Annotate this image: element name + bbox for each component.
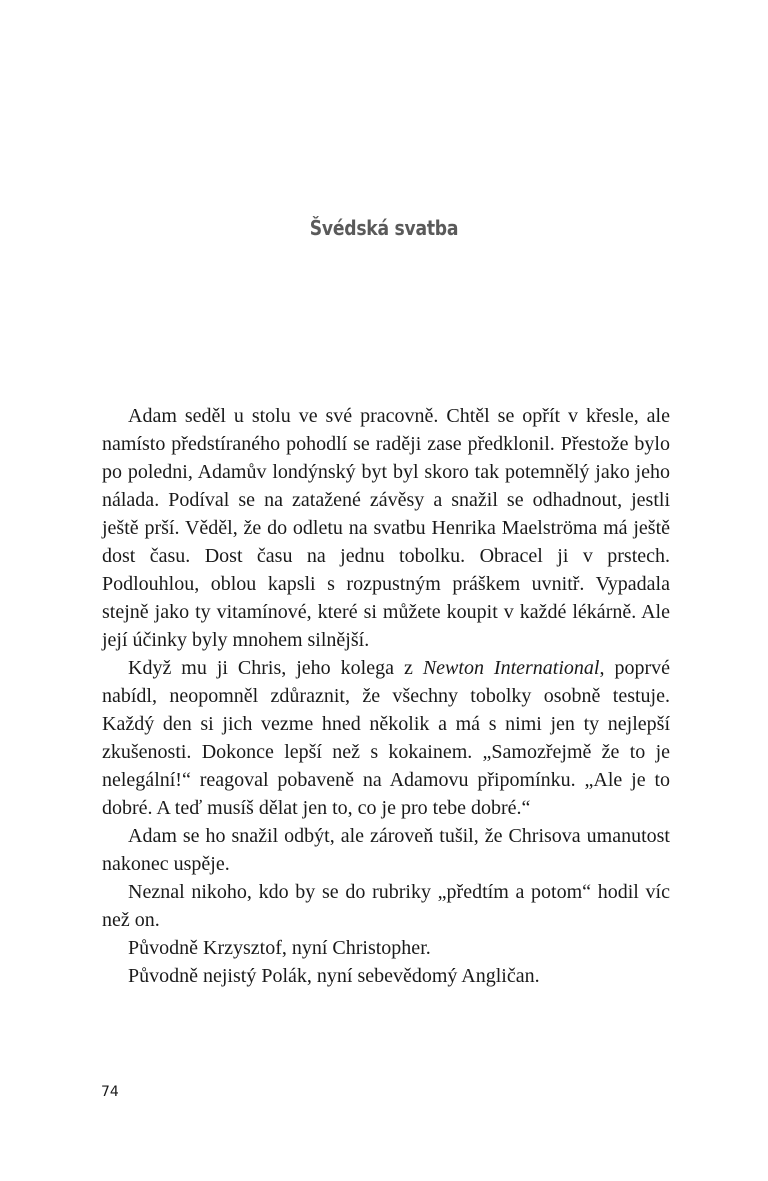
- paragraph-5: Původně Krzysztof, nyní Christopher.: [128, 937, 431, 959]
- paragraph-6: Původně nejistý Polák, nyní sebevědomý Angličan.: [128, 965, 540, 987]
- paragraph-3: Adam se ho snažil odbýt, ale zároveň tušil, že Chrisova umanutost nakonec uspěje.: [102, 825, 670, 875]
- paragraph-1: Adam seděl u stolu ve své pracovně. Chtěl se opřít v křesle, ale namísto předstíraného pohodlí se raději zase předklonil. Přestože bylo po poledni, Adamův londýnský byt byl skoro tak potemnělý jako jeho nálada. Podíval se na zatažené závěsy a snažil se odhadnout, jestli ještě prší. Věděl, že do odletu na svatbu Henrika Maelströma má ještě dost času. Dost času na jednu tobolku. Obracel ji v prstech. Podlouhlou, oblou kapsli s rozpustným práškem uvnitř. Vypadala stejně jako ty vitamínové, které si můžete koupit v každé lékárně. Ale její účinky byly mnohem silnější.: [102, 405, 670, 651]
- paragraph-4: Neznal nikoho, kdo by se do rubriky „předtím a potom“ hodil víc než on.: [102, 881, 670, 931]
- page-number: 74: [101, 1084, 119, 1100]
- company-name-emphasis: Newton International: [422, 657, 600, 679]
- paragraph-2-before: Když mu ji Chris, jeho kolega z: [128, 657, 423, 679]
- chapter-title: Švédská svatba: [309, 216, 459, 241]
- paragraph-2: [102, 654, 670, 822]
- body-text: [102, 402, 670, 990]
- paragraph-2-after: , poprvé nabídl, neopomněl zdůraznit, že všechny tobolky osobně testuje. Každý den si jich vezme hned několik a má s nimi jen ty nejlepší zkušenosti. Dokonce lepší než s kokainem. „Samozřejmě že to je nelegální!“ reagoval pobaveně na Adamovu připomínku. „Ale je to dobré. A teď musíš dělat jen to, co je pro tebe dobré.“: [102, 657, 671, 819]
